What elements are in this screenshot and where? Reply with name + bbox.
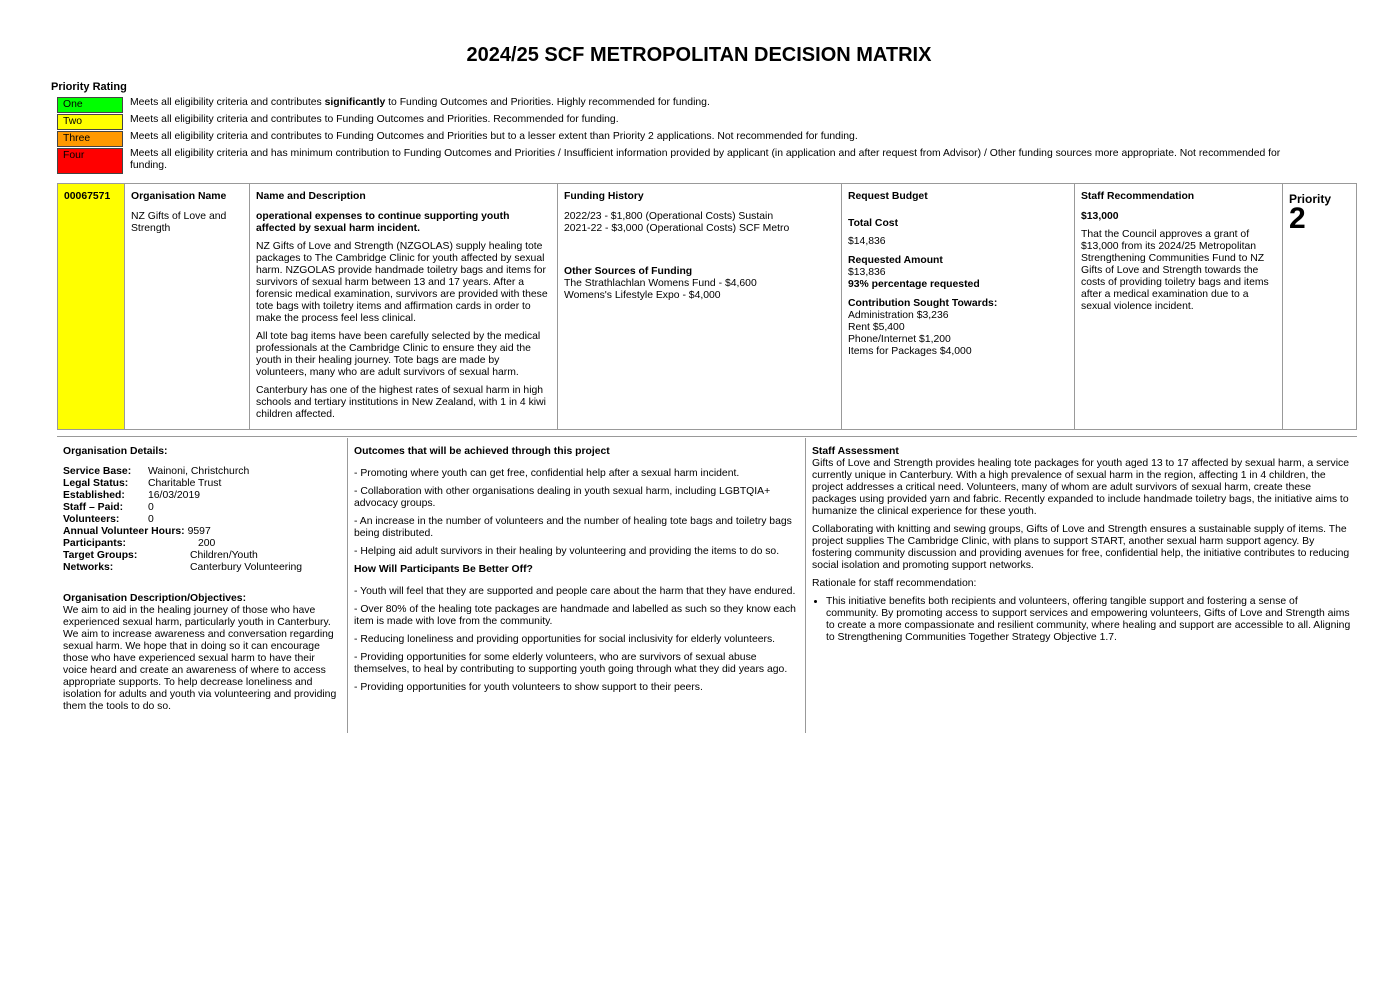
funding-history-item: 2022/23 - $1,800 (Operational Costs) Sustain bbox=[564, 211, 774, 222]
page-title: 2024/25 SCF METROPOLITAN DECISION MATRIX bbox=[466, 44, 932, 66]
detail-row bbox=[63, 526, 341, 538]
detail-key: Service Base: bbox=[63, 466, 132, 477]
budget-header: Request Budget bbox=[848, 191, 928, 202]
priority-header: Priority bbox=[1289, 192, 1332, 206]
outcome-item: - An increase in the number of volunteers and the number of healing tote bags and toiletry bags being distributed. bbox=[354, 516, 792, 539]
outcome-item: - Helping aid adult survivors in their healing by volunteering and providing the items to do so. bbox=[354, 546, 780, 557]
assessment-header: Staff Assessment bbox=[812, 446, 899, 457]
detail-value: 0 bbox=[148, 514, 154, 525]
staff-rec-amount: $13,000 bbox=[1081, 211, 1119, 222]
details-section bbox=[57, 438, 1357, 733]
description-column bbox=[250, 184, 558, 429]
application-id: 00067571 bbox=[58, 184, 125, 429]
better-off-item: - Providing opportunities for some elderly volunteers, who are survivors of sexual abuse themselves, to heal by contributing to supporting youth going through what they did years ago. bbox=[354, 652, 788, 675]
priority-value: 2 bbox=[1289, 202, 1306, 235]
funding-column bbox=[558, 184, 842, 429]
legend-row-two bbox=[57, 114, 1307, 130]
outcomes-header: Outcomes that will be achieved through this project bbox=[354, 446, 610, 457]
org-details-column bbox=[57, 438, 348, 733]
detail-row bbox=[63, 502, 341, 514]
desc-title: operational expenses to continue supporting youth affected by sexual harm incident. bbox=[256, 211, 510, 234]
legend-text-four: Meets all eligibility criteria and has minimum contribution to Funding Outcomes and Priorities / Insufficient information provided by applicant (in application and after request from Advisor) / Other funding sources more appropriate. Not recommended for funding. bbox=[130, 148, 1281, 171]
desc-paragraph-3: Canterbury has one of the highest rates of sexual harm in high schools and tertiary institutions in New Zealand, with 1 in 4 kiwi children affected. bbox=[256, 385, 546, 420]
priority-legend bbox=[57, 97, 1307, 175]
staff-recommendation-column bbox=[1075, 184, 1283, 429]
detail-row bbox=[63, 550, 341, 562]
outcome-item: - Collaboration with other organisations dealing in youth sexual harm, including LGBTQIA+ advocacy groups. bbox=[354, 486, 771, 509]
other-sources-header: Other Sources of Funding bbox=[564, 266, 693, 277]
staff-rec-text: That the Council approves a grant of $13,000 from its 2024/25 Metropolitan Strengthening Communities Fund to NZ Gifts of Love and Strength towards the costs of providing toiletry bags and items after a medical examination due to a sexual violence incident. bbox=[1081, 229, 1269, 312]
legend-text-one bbox=[123, 97, 710, 109]
rationale-label: Rationale for staff recommendation: bbox=[812, 578, 977, 589]
detail-row bbox=[63, 478, 341, 490]
contribution-item: Administration $3,236 bbox=[848, 310, 949, 321]
better-off-item: - Over 80% of the healing tote packages are handmade and labelled as such so they know each item is made with love from the community. bbox=[354, 604, 796, 627]
desc-header: Name and Description bbox=[256, 191, 366, 202]
total-cost-label: Total Cost bbox=[848, 218, 899, 229]
legend-swatch-four: Four bbox=[57, 148, 123, 174]
legend-swatch-one: One bbox=[57, 97, 123, 113]
outcomes-column bbox=[348, 438, 806, 733]
detail-value: Charitable Trust bbox=[148, 478, 222, 489]
detail-key: Target Groups: bbox=[63, 550, 138, 561]
total-cost: $14,836 bbox=[848, 236, 886, 247]
contribution-label: Contribution Sought Towards: bbox=[848, 298, 998, 309]
legend-swatch-three: Three bbox=[57, 131, 123, 147]
detail-key: Networks: bbox=[63, 562, 114, 573]
priority-rating-heading: Priority Rating bbox=[51, 81, 127, 93]
budget-column bbox=[842, 184, 1075, 429]
detail-value: 0 bbox=[148, 502, 154, 513]
staff-rec-header: Staff Recommendation bbox=[1081, 191, 1195, 202]
legend-text-three: Meets all eligibility criteria and contributes to Funding Outcomes and Priorities but to a lesser extent than Priority 2 applications. Not recommended for funding. bbox=[130, 131, 858, 142]
detail-value: Wainoni, Christchurch bbox=[148, 466, 250, 477]
legend-row-four bbox=[57, 148, 1307, 174]
detail-key: Volunteers: bbox=[63, 514, 120, 525]
better-off-header: How Will Participants Be Better Off? bbox=[354, 564, 533, 575]
detail-row bbox=[63, 514, 341, 526]
legend-text-post: to Funding Outcomes and Priorities. Highly recommended for funding. bbox=[385, 97, 710, 108]
detail-key: Participants: bbox=[63, 538, 126, 549]
desc-paragraph-1: NZ Gifts of Love and Strength (NZGOLAS) supply healing tote packages to The Cambridge Clinic for youth affected by sexual harm. NZGOLAS provide handmade toiletry bags and items for survivors of sexual harm between 13 and 17 years. After a forensic medical examination, survivors are provided with these tote bags with toiletry items and affirmation cards in order to make the process feel less clinical. bbox=[256, 241, 548, 324]
detail-row bbox=[63, 538, 341, 550]
better-off-item: - Reducing loneliness and providing opportunities for social inclusivity for elderly volunteers. bbox=[354, 634, 776, 645]
contribution-item: Rent $5,400 bbox=[848, 322, 905, 333]
assessment-paragraph: Gifts of Love and Strength provides healing tote packages for youth aged 13 to 17 affected by sexual harm, a service currently unique in Canterbury. With a high prevalence of sexual harm in the region, affecting 1 in 4 children, the project addresses a critical need. Volunteers, many of whom are adult survivors of sexual harm, create these packages using provided yarn and fabric. Recently expanded to include handmade toiletry bags, the initiative aims to humanize the clinical experience for these youth. bbox=[812, 458, 1349, 517]
legend-text-bold: significantly bbox=[324, 97, 386, 108]
application-table bbox=[57, 183, 1357, 430]
detail-value: Canterbury Volunteering bbox=[190, 562, 303, 573]
assessment-column bbox=[806, 438, 1357, 733]
legend-text-two: Meets all eligibility criteria and contributes to Funding Outcomes and Priorities. Recommended for funding. bbox=[130, 114, 619, 125]
other-source-item: Womens's Lifestyle Expo - $4,000 bbox=[564, 290, 721, 301]
legend-row-one bbox=[57, 97, 1307, 113]
detail-value: 200 bbox=[198, 538, 216, 549]
better-off-item: - Youth will feel that they are supported and people care about the harm that they have endured. bbox=[354, 586, 796, 597]
assessment-paragraph: Collaborating with knitting and sewing groups, Gifts of Love and Strength ensures a sustainable supply of items. The project supplies The Cambridge Clinic, with plans to support START, another sexual harm support agency. By fostering community discussion and providing avenues for free, confidential help, the initiative contributes to reducing social isolation and promoting support networks. bbox=[812, 524, 1350, 571]
rationale-item: • This initiative benefits both recipients and volunteers, offering tangible support and fostering a sense of community. By promoting access to support services and empowering volunteers, Gifts of Love and Strength aims to create a more compassionate and resilient community, where healing and support are accessible to all. Aligning to Strengthening Communities Together Strategy Objective 1.7. bbox=[826, 596, 1351, 644]
funding-header: Funding History bbox=[564, 191, 644, 202]
requested-amount: $13,836 bbox=[848, 267, 886, 278]
legend-swatch-two: Two bbox=[57, 114, 123, 130]
org-details-header: Organisation Details: bbox=[63, 446, 168, 457]
section-divider bbox=[57, 436, 1357, 437]
contribution-item: Phone/Internet $1,200 bbox=[848, 334, 951, 345]
legend-row-three bbox=[57, 131, 1307, 147]
detail-key: Established: bbox=[63, 490, 125, 501]
organisation-column bbox=[125, 184, 250, 429]
contribution-item: Items for Packages $4,000 bbox=[848, 346, 972, 357]
detail-value: 9597 bbox=[187, 526, 211, 537]
desc-paragraph-2: All tote bag items have been carefully selected by the medical professionals at the Cambridge Clinic to ensure they aid the youth in their healing journey. Tote bags are made by volunteers, many who are adult survivors of sexual harm. bbox=[256, 331, 541, 378]
better-off-item: - Providing opportunities for youth volunteers to show support to their peers. bbox=[354, 682, 703, 693]
objectives-text: We aim to aid in the healing journey of those who have experienced sexual harm, particularly youth in Canterbury. We aim to increase awareness and conversation regarding sexual harm. We hope that in doing so it can encourage those who have experienced sexual harm to have their voice heard and create an awareness of where to access appropriate supports. To help decrease loneliness and isolation for adults and youth via volunteering and providing them the tools to do so. bbox=[63, 605, 337, 712]
priority-column bbox=[1283, 184, 1356, 429]
funding-history-item: 2021-22 - $3,000 (Operational Costs) SCF Metro bbox=[564, 223, 790, 234]
legend-text-pre: Meets all eligibility criteria and contributes bbox=[130, 97, 325, 108]
percentage-requested: 93% percentage requested bbox=[848, 279, 980, 290]
rationale-list bbox=[812, 596, 1351, 644]
detail-key: Annual Volunteer Hours: bbox=[63, 526, 185, 537]
detail-row bbox=[63, 466, 341, 478]
detail-value: 16/03/2019 bbox=[148, 490, 201, 501]
other-source-item: The Strathlachlan Womens Fund - $4,600 bbox=[564, 278, 757, 289]
org-name: NZ Gifts of Love and Strength bbox=[131, 211, 227, 234]
detail-key: Legal Status: bbox=[63, 478, 129, 489]
requested-label: Requested Amount bbox=[848, 255, 943, 266]
detail-key: Staff – Paid: bbox=[63, 502, 124, 513]
objectives-header: Organisation Description/Objectives: bbox=[63, 593, 247, 604]
outcome-item: - Promoting where youth can get free, confidential help after a sexual harm incident. bbox=[354, 468, 740, 479]
detail-row bbox=[63, 490, 341, 502]
org-name-header: Organisation Name bbox=[131, 191, 227, 202]
detail-value: Children/Youth bbox=[190, 550, 258, 561]
detail-row bbox=[63, 562, 341, 574]
